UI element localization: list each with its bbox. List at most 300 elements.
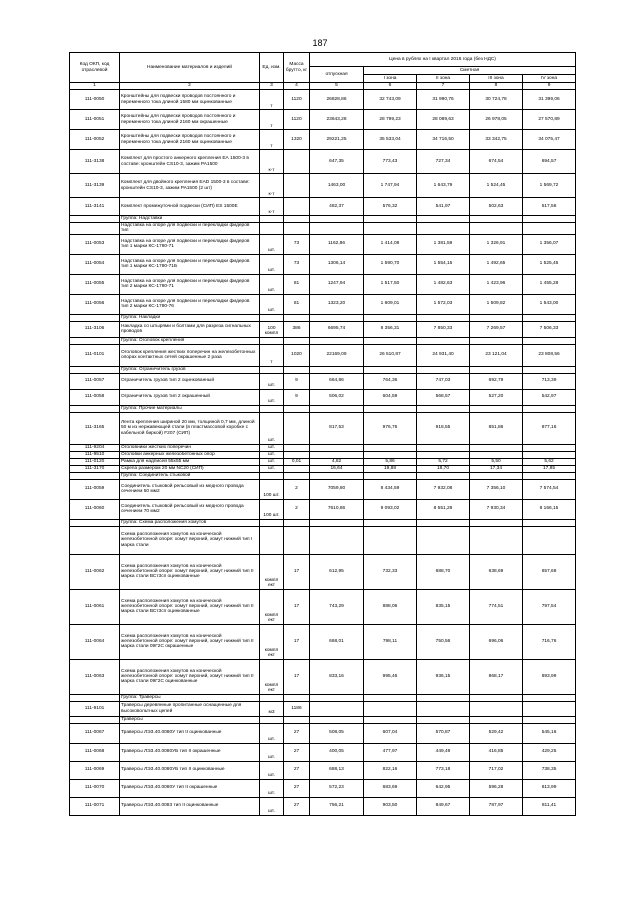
empty-cell	[417, 694, 470, 701]
item-mass	[284, 174, 310, 198]
item-code: 111-3139	[70, 174, 120, 198]
price-zone-2: 727,34	[417, 150, 470, 174]
price-release	[310, 223, 364, 235]
price-release: 664,86	[310, 373, 364, 389]
price-release: 29221,25	[310, 130, 364, 150]
price-zone-3	[470, 444, 523, 451]
empty-cell	[523, 519, 576, 526]
price-release: 506,02	[310, 389, 364, 405]
item-name: Кронштейны для подвески проводов постоянного и переменного тока длиной 2160 мм оцинкованные	[120, 130, 260, 150]
price-zone-4	[523, 444, 576, 451]
column-number: 5	[310, 83, 364, 90]
group-row	[70, 366, 576, 373]
empty-cell	[523, 694, 576, 701]
item-mass	[284, 444, 310, 451]
price-zone-1: 35 533,04	[364, 130, 417, 150]
group-code-cell	[70, 716, 120, 723]
price-zone-3: 30 724,78	[470, 90, 523, 110]
item-mass	[284, 150, 310, 174]
group-row	[70, 216, 576, 223]
empty-cell	[417, 472, 470, 479]
price-release	[310, 526, 364, 554]
column-number: 6	[364, 83, 417, 90]
item-mass: 27	[284, 723, 310, 743]
item-mass: 81	[284, 274, 310, 294]
price-release: 817,53	[310, 412, 364, 444]
price-zone-2: 449,49	[417, 743, 470, 761]
item-unit: т	[260, 110, 284, 130]
price-zone-2	[417, 223, 470, 235]
empty-cell	[364, 405, 417, 412]
empty-cell	[310, 216, 364, 223]
price-table	[69, 52, 576, 816]
header-release-price: отпускная	[310, 67, 364, 83]
column-number: 3	[260, 83, 284, 90]
price-zone-1: 683,69	[364, 779, 417, 797]
item-code: 111-9510	[70, 451, 120, 458]
item-unit: компл ект	[260, 554, 284, 589]
item-unit: шт.	[260, 389, 284, 405]
item-code: 111-0069	[70, 761, 120, 779]
price-zone-3	[470, 701, 523, 716]
item-unit: т	[260, 90, 284, 110]
price-zone-2: 7 932,08	[417, 479, 470, 499]
column-number: 8	[470, 83, 523, 90]
item-unit: компл ект	[260, 659, 284, 694]
item-name: Надставка на опоре для подвески и перекладки фидеров тип	[120, 223, 260, 235]
item-code: 111-0101	[70, 344, 120, 366]
empty-cell	[470, 519, 523, 526]
empty-cell	[310, 405, 364, 412]
price-release: 612,95	[310, 554, 364, 589]
item-unit: шт.	[260, 451, 284, 458]
price-zone-1: 9 093,02	[364, 499, 417, 519]
price-zone-3: 502,63	[470, 198, 523, 216]
price-zone-2: 24 931,40	[417, 344, 470, 366]
item-name: Схема расположения хомутов на конической железобетонной опоре: хомут верхний, хомут нижний тип II марка стали ВСт3сп оцинкованные	[120, 589, 260, 624]
item-name: Комплект для простого анкерного крепления ЕА 1500-3 в составе: кронштейн CS10-3, зажим PA1500	[120, 150, 260, 174]
price-zone-1	[364, 444, 417, 451]
item-unit	[260, 526, 284, 554]
item-mass: 17	[284, 659, 310, 694]
price-zone-1: 477,97	[364, 743, 417, 761]
table-row	[70, 761, 576, 779]
item-code: 111-0057	[70, 373, 120, 389]
price-zone-1: 798,11	[364, 624, 417, 659]
item-name: Надставка на опоре для подвески и перекладки фидеров тип 1 марки КС-1780-71	[120, 234, 260, 254]
table-row	[70, 723, 576, 743]
item-mass: 9	[284, 373, 310, 389]
item-unit: шт.	[260, 458, 284, 465]
empty-cell	[260, 716, 284, 723]
group-title: Группа: Траверсы	[120, 694, 260, 701]
price-zone-3: 26 978,05	[470, 110, 523, 130]
item-name: Надставка на опоре для подвески и перекладки фидеров тип 2 марки КС-1780-76	[120, 294, 260, 314]
item-code: 111-3138	[70, 150, 120, 174]
price-zone-2: 849,67	[417, 797, 470, 815]
item-name: Схема расположения хомутов на конической железобетонной опоре: хомут верхний, хомут нижний тип II марка стали 09Г2С окрашенные	[120, 624, 260, 659]
price-zone-1: 764,36	[364, 373, 417, 389]
price-zone-4: 716,76	[523, 624, 576, 659]
price-zone-2: 1 572,03	[417, 294, 470, 314]
page-number: 187	[312, 38, 328, 48]
empty-cell	[260, 472, 284, 479]
group-code-cell	[70, 314, 120, 321]
price-zone-3: 1 524,45	[470, 174, 523, 198]
group-title: Группа: Накладки	[120, 314, 260, 321]
price-release: 16,64	[310, 465, 364, 472]
empty-cell	[284, 337, 310, 344]
price-zone-4: 545,16	[523, 723, 576, 743]
empty-cell	[523, 366, 576, 373]
price-zone-4: 7 506,33	[523, 321, 576, 337]
item-unit: к-т	[260, 198, 284, 216]
empty-cell	[260, 405, 284, 412]
item-unit: 100 шт.	[260, 499, 284, 519]
empty-cell	[364, 366, 417, 373]
price-release: 6695,74	[310, 321, 364, 337]
table-row	[70, 223, 576, 235]
price-zone-3: 692,79	[470, 373, 523, 389]
item-name: Соединитель стыковой рельсовый из медного провода сечением 70 мм2	[120, 499, 260, 519]
item-code: 111-0063	[70, 659, 120, 694]
item-unit: шт.	[260, 444, 284, 451]
price-zone-4: 657,68	[523, 554, 576, 589]
table-row	[70, 389, 576, 405]
price-zone-2: 747,03	[417, 373, 470, 389]
price-release: 688,13	[310, 761, 364, 779]
item-name: Схема расположения хомутов на конической железобетонной опоре: хомут верхний, хомут нижний тип I марка стали	[120, 526, 260, 554]
item-unit: шт.	[260, 743, 284, 761]
price-zone-3: 529,42	[470, 723, 523, 743]
item-mass: 27	[284, 779, 310, 797]
price-release: 400,05	[310, 743, 364, 761]
header-price-group: Цена в рублях на I квартал 2016 года (без НДС)	[310, 53, 576, 67]
item-unit: шт.	[260, 779, 284, 797]
price-zone-1: 903,50	[364, 797, 417, 815]
item-name: Комплект для двойного крепления EAD 1500-3 в составе: кронштейн CS10-3, зажим PA1500 (2 шт)	[120, 174, 260, 198]
price-release: 7059,80	[310, 479, 364, 499]
price-release: 23643,28	[310, 110, 364, 130]
group-title: Траверсы	[120, 716, 260, 723]
price-release: 1463,00	[310, 174, 364, 198]
price-zone-1: 1 609,01	[364, 294, 417, 314]
table-row	[70, 451, 576, 458]
item-name: Траверсы ЛЭЗ.40.0080УБ тип II окрашенные	[120, 743, 260, 761]
table-row	[70, 458, 576, 465]
price-release: 4,82	[310, 458, 364, 465]
price-release: 22169,09	[310, 344, 364, 366]
table-body	[70, 90, 576, 816]
price-zone-2: 1 482,63	[417, 274, 470, 294]
item-code: 111-0056	[70, 294, 120, 314]
header-zone-2: II зона	[417, 75, 470, 83]
item-code: 111-0055	[70, 274, 120, 294]
item-name: Схема расположения хомутов на конической железобетонной опоре: хомут верхний, хомут нижний тип II марка стали 09Г2С оцинкованные	[120, 659, 260, 694]
price-zone-4	[523, 451, 576, 458]
item-unit: компл ект	[260, 589, 284, 624]
price-zone-2: 34 716,50	[417, 130, 470, 150]
group-row	[70, 314, 576, 321]
column-number: 9	[523, 83, 576, 90]
table-row	[70, 701, 576, 716]
header-zone-3: III зона	[470, 75, 523, 83]
item-unit: шт.	[260, 254, 284, 274]
item-name: Ограничитель грузов тип 2 окрашенный	[120, 389, 260, 405]
price-zone-4: 8 166,15	[523, 499, 576, 519]
price-zone-4: 542,97	[523, 389, 576, 405]
header-code: Код ОКП, код отраслевой	[70, 53, 120, 83]
price-zone-3: 17,34	[470, 465, 523, 472]
item-unit: т	[260, 130, 284, 150]
price-zone-4: 27 570,89	[523, 110, 576, 130]
item-name: Кронштейны для подвески проводов постоянного и переменного тока длиной 2160 мм окрашенные	[120, 110, 260, 130]
item-mass: 1186	[284, 701, 310, 716]
empty-cell	[310, 337, 364, 344]
price-zone-3: 1 509,82	[470, 294, 523, 314]
price-zone-2: 750,56	[417, 624, 470, 659]
item-code: 111-0067	[70, 723, 120, 743]
table-row	[70, 110, 576, 130]
header-zone-4: IV зона	[523, 75, 576, 83]
item-name: Ограничитель грузов тип 2 оцинкованный	[120, 373, 260, 389]
item-mass: 73	[284, 254, 310, 274]
empty-cell	[310, 519, 364, 526]
empty-cell	[417, 716, 470, 723]
item-mass: 73	[284, 234, 310, 254]
item-name: Лента крепления шириной 20 мм, толщиной 0,7 мм, длиной 50 м из нержавеющей стали (в пластмассовой коробке с кабельной биркой) F207 (СИП)	[120, 412, 260, 444]
item-mass: 27	[284, 761, 310, 779]
empty-cell	[260, 366, 284, 373]
table-row	[70, 589, 576, 624]
item-name: Соединитель стыковой рельсовый из медного провода сечением 50 мм2	[120, 479, 260, 499]
price-zone-3: 774,51	[470, 589, 523, 624]
item-name: Траверсы ЛЭЗ.40.0083 тип II оцинкованные	[120, 797, 260, 815]
empty-cell	[284, 314, 310, 321]
empty-cell	[260, 519, 284, 526]
item-code: 111-3165	[70, 412, 120, 444]
empty-cell	[284, 472, 310, 479]
price-zone-2: 28 089,63	[417, 110, 470, 130]
empty-cell	[284, 405, 310, 412]
item-mass: 17	[284, 554, 310, 589]
group-row	[70, 337, 576, 344]
table-row	[70, 321, 576, 337]
price-zone-4: 7 574,54	[523, 479, 576, 499]
price-zone-2: 8 551,28	[417, 499, 470, 519]
item-mass: 17	[284, 624, 310, 659]
price-release: 1306,14	[310, 254, 364, 274]
table-row	[70, 130, 576, 150]
item-code: 111-0059	[70, 479, 120, 499]
price-zone-2: 5,72	[417, 458, 470, 465]
item-code: 111-0120	[70, 458, 120, 465]
price-zone-2: 1 554,15	[417, 254, 470, 274]
item-unit: 100 шт.	[260, 479, 284, 499]
price-zone-3: 596,28	[470, 779, 523, 797]
price-zone-3: 416,85	[470, 743, 523, 761]
price-zone-4: 694,57	[523, 150, 576, 174]
header-unit: Ед. изм.	[260, 53, 284, 83]
empty-cell	[284, 366, 310, 373]
item-name: Оголовок крепления жестких поперечин на железобетонных опорах контактных сетей окрашенные 2 раза	[120, 344, 260, 366]
price-zone-1: 607,04	[364, 723, 417, 743]
price-release: 1247,94	[310, 274, 364, 294]
price-zone-2: 773,18	[417, 761, 470, 779]
item-unit: т	[260, 344, 284, 366]
price-zone-2: 688,70	[417, 554, 470, 589]
table-row	[70, 797, 576, 815]
price-zone-1: 976,76	[364, 412, 417, 444]
price-zone-4: 797,54	[523, 589, 576, 624]
empty-cell	[310, 716, 364, 723]
item-code: 111-0050	[70, 90, 120, 110]
empty-cell	[284, 716, 310, 723]
item-code: 111-3141	[70, 198, 120, 216]
empty-cell	[417, 405, 470, 412]
table-row	[70, 743, 576, 761]
price-zone-4: 31 399,06	[523, 90, 576, 110]
price-release: 647,35	[310, 150, 364, 174]
price-zone-3: 1 423,96	[470, 274, 523, 294]
group-row	[70, 472, 576, 479]
empty-cell	[364, 337, 417, 344]
empty-cell	[523, 405, 576, 412]
item-name: Траверсы деревянные пропитанные оснащенные для высоковольтных цепей	[120, 701, 260, 716]
table-row	[70, 444, 576, 451]
empty-cell	[364, 716, 417, 723]
group-row	[70, 519, 576, 526]
price-zone-2	[417, 701, 470, 716]
price-zone-1: 8 434,59	[364, 479, 417, 499]
item-name: Схема расположения хомутов на конической железобетонной опоре: хомут верхний, хомут нижний тип II марка стали ВСт3сп оцинкованные	[120, 554, 260, 589]
item-code: 111-9101	[70, 701, 120, 716]
item-unit: шт.	[260, 797, 284, 815]
price-release: 482,37	[310, 198, 364, 216]
item-mass: 17	[284, 589, 310, 624]
price-zone-1: 5,86	[364, 458, 417, 465]
price-zone-4: 1 569,72	[523, 174, 576, 198]
price-zone-4	[523, 223, 576, 235]
price-zone-1: 19,88	[364, 465, 417, 472]
item-mass: 81	[284, 294, 310, 314]
price-zone-3: 1 326,91	[470, 234, 523, 254]
item-unit: шт.	[260, 761, 284, 779]
empty-cell	[417, 366, 470, 373]
price-zone-4: 1 455,28	[523, 274, 576, 294]
empty-cell	[364, 314, 417, 321]
item-mass: 1120	[284, 110, 310, 130]
group-code-cell	[70, 366, 120, 373]
table-row	[70, 779, 576, 797]
empty-cell	[417, 337, 470, 344]
empty-cell	[310, 472, 364, 479]
table-row	[70, 465, 576, 472]
price-release: 743,29	[310, 589, 364, 624]
price-zone-4: 893,99	[523, 659, 576, 694]
price-zone-1: 773,43	[364, 150, 417, 174]
price-zone-4: 429,25	[523, 743, 576, 761]
price-zone-1: 1 590,70	[364, 254, 417, 274]
price-zone-2: 1 643,79	[417, 174, 470, 198]
empty-cell	[470, 216, 523, 223]
price-release: 756,21	[310, 797, 364, 815]
price-zone-1: 1 517,50	[364, 274, 417, 294]
column-number: 2	[120, 83, 260, 90]
group-title: Группа: Схема расположения хомутов	[120, 519, 260, 526]
price-zone-3: 696,06	[470, 624, 523, 659]
item-code: 111-0052	[70, 130, 120, 150]
empty-cell	[284, 519, 310, 526]
group-row	[70, 405, 576, 412]
item-mass: 1020	[284, 344, 310, 366]
empty-cell	[284, 216, 310, 223]
price-zone-3: 7 930,34	[470, 499, 523, 519]
price-zone-1: 732,33	[364, 554, 417, 589]
price-zone-2	[417, 444, 470, 451]
item-unit: компл ект	[260, 624, 284, 659]
group-title: Группа: Прочие материалы	[120, 405, 260, 412]
item-mass: 27	[284, 743, 310, 761]
price-zone-2	[417, 451, 470, 458]
item-unit: к-т	[260, 174, 284, 198]
item-name: Траверсы ЛЭЗ.40.0080УБ тип II оцинкованные	[120, 761, 260, 779]
price-release: 508,05	[310, 723, 364, 743]
price-release	[310, 701, 364, 716]
item-unit: шт.	[260, 412, 284, 444]
empty-cell	[260, 314, 284, 321]
item-code: 111-3106	[70, 321, 120, 337]
price-zone-2: 1 381,59	[417, 234, 470, 254]
price-zone-2: 835,15	[417, 589, 470, 624]
empty-cell	[260, 216, 284, 223]
price-zone-2: 541,97	[417, 198, 470, 216]
table-row	[70, 198, 576, 216]
empty-cell	[470, 694, 523, 701]
price-zone-3: 23 121,04	[470, 344, 523, 366]
price-zone-2	[417, 526, 470, 554]
table-row	[70, 479, 576, 499]
price-zone-3: 33 342,75	[470, 130, 523, 150]
table-row	[70, 373, 576, 389]
price-zone-1: 32 743,09	[364, 90, 417, 110]
price-zone-4: 738,35	[523, 761, 576, 779]
table-row	[70, 499, 576, 519]
table-row	[70, 554, 576, 589]
price-zone-1: 822,16	[364, 761, 417, 779]
table-row	[70, 234, 576, 254]
table-row	[70, 150, 576, 174]
group-row	[70, 694, 576, 701]
empty-cell	[470, 314, 523, 321]
item-mass: 9	[284, 389, 310, 405]
price-zone-4: 1 543,00	[523, 294, 576, 314]
price-zone-2: 570,87	[417, 723, 470, 743]
price-zone-1: 1 414,08	[364, 234, 417, 254]
price-zone-2: 936,15	[417, 659, 470, 694]
empty-cell	[523, 216, 576, 223]
price-zone-3: 717,02	[470, 761, 523, 779]
item-unit: м3	[260, 701, 284, 716]
item-mass: 2	[284, 499, 310, 519]
price-release: 26828,86	[310, 90, 364, 110]
group-code-cell	[70, 405, 120, 412]
price-zone-2: 18,70	[417, 465, 470, 472]
empty-cell	[364, 216, 417, 223]
item-unit: шт.	[260, 465, 284, 472]
price-zone-4: 713,39	[523, 373, 576, 389]
group-code-cell	[70, 337, 120, 344]
